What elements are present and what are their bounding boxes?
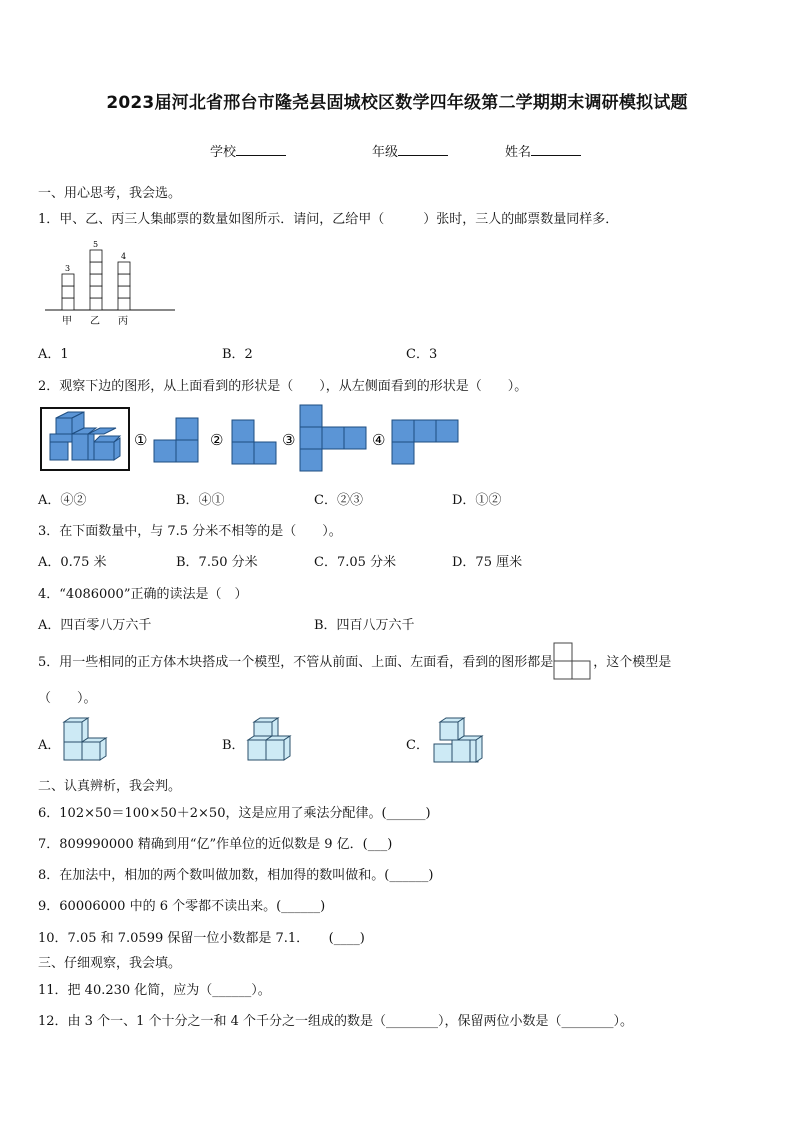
stamp-square	[118, 298, 130, 310]
q2-solid-figure	[41, 408, 129, 470]
q5-model-c	[430, 716, 488, 766]
question-3: 3．在下面数量中，与 7.5 分米不相等的是（ ）。	[38, 524, 342, 539]
name-blank[interactable]	[531, 143, 581, 156]
q2-view-2	[232, 420, 276, 464]
section-2-heading: 二、认真辨析，我会判。	[38, 779, 182, 794]
q5-model-b	[244, 716, 298, 764]
section-3-heading: 三、仔细观察，我会填。	[38, 956, 182, 971]
question-8: 8．在加法中，相加的两个数叫做加数，相加得的数叫做和。(______)	[38, 868, 434, 883]
q2-view-3	[300, 405, 366, 471]
category-label: 丙	[118, 316, 128, 327]
stamp-square	[90, 262, 102, 274]
stamp-square	[118, 274, 130, 286]
question-2: 2．观察下边的图形，从上面看到的形状是（ ），从左侧面看到的形状是（ ）。	[38, 379, 528, 394]
q3-option-b[interactable]: B．7.50 分米	[176, 555, 258, 570]
q3-option-c[interactable]: C．7.05 分米	[314, 555, 397, 570]
q5-view-shape	[553, 642, 593, 682]
q2-label-1: ①	[134, 431, 148, 449]
q5-option-a[interactable]: A．	[38, 738, 61, 753]
stamp-square	[118, 286, 130, 298]
q2-label-4: ④	[372, 431, 386, 449]
q4-option-a[interactable]: A．四百零八万六千	[38, 618, 152, 633]
stamp-square	[90, 250, 102, 262]
q1-option-b[interactable]: B．2	[222, 347, 253, 362]
q2-view-4	[392, 420, 458, 464]
q5-text-after: ，这个模型是	[593, 655, 672, 670]
q4-option-b[interactable]: B．四百八万六千	[314, 618, 415, 633]
name-label: 姓名	[505, 145, 532, 160]
stamp-square	[62, 286, 74, 298]
bar-value-label: 5	[93, 240, 99, 249]
grade-field	[372, 141, 448, 160]
q2-label-2: ②	[210, 431, 224, 449]
question-5	[38, 651, 671, 670]
stamp-square	[90, 274, 102, 286]
q1-option-c[interactable]: C．3	[406, 347, 438, 362]
stamp-square	[62, 298, 74, 310]
grade-label: 年级	[372, 145, 399, 160]
question-10: 10．7.05 和 7.0599 保留一位小数都是 7.1． (____)	[38, 931, 365, 946]
stamp-square	[90, 286, 102, 298]
q2-option-b[interactable]: B．④①	[176, 493, 225, 508]
question-12: 12．由 3 个一、1 个十分之一和 4 个千分之一组成的数是（________），保留两位小数是（________）。	[38, 1014, 634, 1029]
q3-option-a[interactable]: A．0.75 米	[38, 555, 107, 570]
q2-option-a[interactable]: A．④②	[38, 493, 87, 508]
section-1-heading: 一、用心思考，我会选。	[38, 186, 182, 201]
question-4: 4．“4086000”正确的读法是（ ）	[38, 587, 248, 602]
q5-text-before: 5．用一些相同的正方体木块搭成一个模型，不管从前面、上面、左面看，看到的图形都是	[38, 655, 554, 670]
q5-model-a	[58, 716, 110, 764]
page-title: 2023届河北省邢台市隆尧县固城校区数学四年级第二学期期末调研模拟试题	[106, 93, 688, 113]
question-11: 11．把 40.230 化简，应为（______）。	[38, 983, 271, 998]
stamp-square	[90, 298, 102, 310]
grade-blank[interactable]	[398, 143, 448, 156]
q5-option-c[interactable]: C．	[406, 738, 429, 753]
name-field	[505, 141, 581, 160]
q5-option-b[interactable]: B．	[222, 738, 245, 753]
q2-figures	[38, 402, 468, 478]
question-7: 7．809990000 精确到用“亿”作单位的近似数是 9 亿．(___)	[38, 837, 393, 852]
stamp-square	[118, 262, 130, 274]
bar-value-label: 4	[121, 252, 127, 261]
question-9: 9．60006000 中的 6 个零都不读出来。(______)	[38, 899, 326, 914]
q1-option-a[interactable]: A．1	[38, 347, 69, 362]
q1-stamp-chart	[40, 234, 180, 330]
q2-option-c[interactable]: C．②③	[314, 493, 363, 508]
question-6: 6．102×50＝100×50＋2×50，这是应用了乘法分配律。(______)	[38, 806, 431, 821]
q2-option-d[interactable]: D．①②	[452, 493, 502, 508]
school-field	[210, 141, 286, 160]
q2-view-1	[154, 418, 198, 462]
school-blank[interactable]	[236, 143, 286, 156]
question-1: 1．甲、乙、丙三人集邮票的数量如图所示．请问，乙给甲（ ）张时，三人的邮票数量同样多．	[38, 212, 619, 227]
q3-option-d[interactable]: D．75 厘米	[452, 555, 523, 570]
q5-line-2: （ ）。	[38, 691, 97, 706]
q2-label-3: ③	[282, 431, 296, 449]
category-label: 乙	[90, 316, 100, 327]
school-label: 学校	[210, 145, 237, 160]
category-label: 甲	[62, 316, 72, 327]
bar-value-label: 3	[65, 264, 71, 273]
stamp-square	[62, 274, 74, 286]
